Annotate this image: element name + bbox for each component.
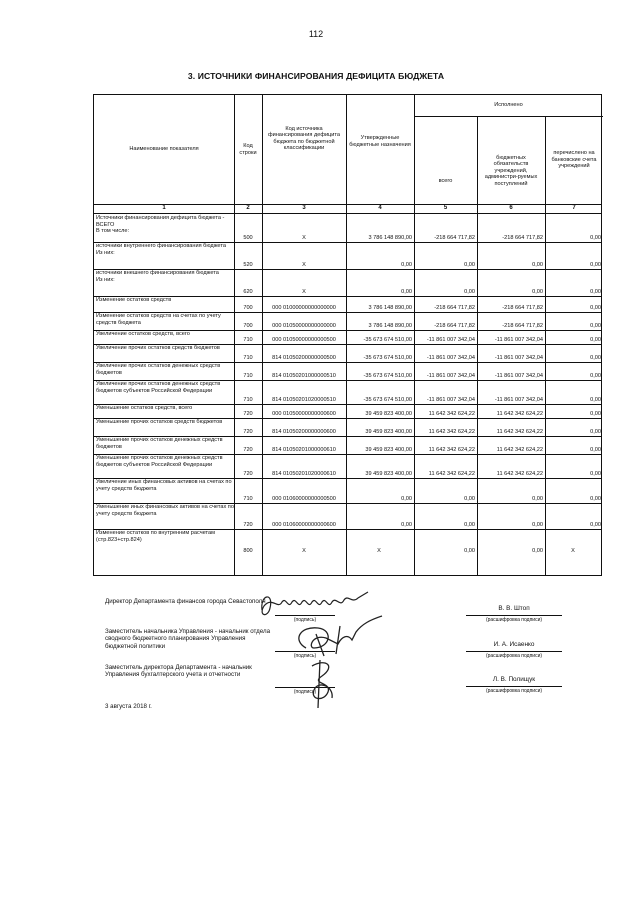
name-caption: (расшифровка подписи) — [485, 688, 543, 694]
row-executed-bank: 0,00 — [590, 288, 601, 295]
row-executed-bank: 0,00 — [590, 521, 601, 528]
row-code: 720 — [243, 521, 253, 528]
row-executed-budget: 0,00 — [532, 261, 543, 268]
row-source-code: 814 01050200000000500 — [272, 354, 336, 361]
row-code: 710 — [243, 354, 253, 361]
row-executed-bank: 0,00 — [590, 234, 601, 241]
row-executed-total: 0,00 — [464, 521, 475, 528]
row-name: Увеличение прочих остатков средств бюджетов — [96, 345, 220, 351]
row-code: 720 — [243, 410, 253, 417]
header-kbk: Код источника финансирования дефицита бюджета по бюджетной классификации — [267, 125, 341, 151]
row-executed-bank: 0,00 — [590, 372, 601, 379]
row-name: источники внутреннего финансирования бюджета Из них: — [96, 243, 226, 256]
row-name: Изменение остатков средств на счетах по учету средств бюджета — [96, 313, 221, 326]
row-source-code: 814 01050201020000510 — [272, 396, 336, 403]
signatory-name: В. В. Штоп — [498, 605, 530, 612]
row-code: 520 — [243, 261, 253, 268]
column-number: 2 — [246, 205, 250, 211]
row-executed-budget: 11 642 342 624,22 — [496, 410, 543, 417]
row-executed-total: 11 642 342 624,22 — [428, 428, 475, 435]
row-executed-budget: 0,00 — [532, 521, 543, 528]
row-executed-budget: -218 664 717,82 — [502, 234, 543, 241]
row-source-code: 814 01050201020000610 — [272, 470, 336, 477]
row-executed-bank: 0,00 — [590, 428, 601, 435]
row-approved: 0,00 — [401, 495, 412, 502]
row-executed-total: -11 861 007 342,04 — [426, 354, 475, 361]
row-source-code: X — [302, 547, 306, 554]
row-approved: -35 673 674 510,00 — [363, 336, 412, 343]
row-executed-total: -11 861 007 342,04 — [426, 396, 475, 403]
row-source-code: 000 01060000000000500 — [272, 495, 336, 502]
header-name: Наименование показателя — [129, 146, 199, 153]
row-code: 710 — [243, 336, 253, 343]
row-code: 800 — [243, 547, 253, 554]
row-executed-bank: X — [571, 547, 575, 554]
row-approved: 3 786 148 890,00 — [368, 322, 412, 329]
column-number: 3 — [302, 205, 306, 211]
row-executed-total: 0,00 — [464, 495, 475, 502]
row-source-code: X — [302, 234, 306, 241]
row-executed-total: 0,00 — [464, 547, 475, 554]
page-number: 112 — [308, 29, 324, 39]
column-number: 5 — [443, 205, 448, 211]
column-number: 4 — [378, 205, 382, 211]
row-executed-total: 11 642 342 624,22 — [428, 410, 475, 417]
signature-caption: (подпись) — [293, 617, 317, 623]
name-caption: (расшифровка подписи) — [485, 617, 543, 623]
row-executed-total: 11 642 342 624,22 — [428, 446, 475, 453]
signature-line — [466, 686, 562, 687]
row-approved: 39 459 823 400,00 — [365, 446, 412, 453]
row-code: 710 — [243, 495, 253, 502]
column-number: 7 — [572, 205, 576, 211]
row-source-code: 000 01050000000000500 — [272, 336, 336, 343]
row-executed-budget: 11 642 342 624,22 — [496, 428, 543, 435]
row-source-code: 814 01050200000000600 — [272, 428, 336, 435]
signature-scribble-2 — [286, 614, 386, 662]
column-number: 6 — [509, 205, 513, 211]
row-name: Уменьшение прочих остатков денежных средств бюджетов субъектов Российской Федерации — [96, 455, 223, 468]
row-executed-budget: -11 861 007 342,04 — [494, 396, 543, 403]
row-code: 700 — [243, 304, 253, 311]
row-code: 720 — [243, 470, 253, 477]
row-approved: -35 673 674 510,00 — [363, 354, 412, 361]
row-source-code: 000 01050000000000600 — [272, 410, 336, 417]
row-executed-total: -11 861 007 342,04 — [426, 336, 475, 343]
row-executed-bank: 0,00 — [590, 495, 601, 502]
row-source-code: 814 01050201000000510 — [272, 372, 336, 379]
row-executed-bank: 0,00 — [590, 336, 601, 343]
row-name: Уменьшение остатков средств, всего — [96, 405, 193, 411]
signatory-name: И. А. Исаенко — [493, 641, 535, 648]
row-approved: 3 786 148 890,00 — [368, 234, 412, 241]
row-executed-budget: -11 861 007 342,04 — [494, 354, 543, 361]
header-executed: Исполнено — [494, 102, 523, 109]
row-source-code: X — [302, 288, 306, 295]
signature-scribble-3 — [292, 656, 352, 712]
row-executed-bank: 0,00 — [590, 470, 601, 477]
row-executed-bank: 0,00 — [590, 410, 601, 417]
row-code: 710 — [243, 372, 253, 379]
row-executed-budget: -11 861 007 342,04 — [494, 336, 543, 343]
column-number: 1 — [162, 205, 166, 211]
row-approved: X — [377, 547, 381, 554]
row-executed-bank: 0,00 — [590, 396, 601, 403]
row-executed-bank: 0,00 — [590, 354, 601, 361]
row-source-code: X — [302, 261, 306, 268]
signature-role: Заместитель начальника Управления - начальник отдела сводного бюджетного планирования Управления бюджетной политики — [105, 628, 271, 650]
header-budget-institutions: бюджетных обязательств учреждений, администри-руемых поступлений — [484, 154, 538, 187]
row-executed-total: -11 861 007 342,04 — [426, 372, 475, 379]
row-executed-budget: 11 642 342 624,22 — [496, 470, 543, 477]
row-approved: 3 786 148 890,00 — [368, 304, 412, 311]
row-executed-total: -218 664 717,82 — [434, 234, 475, 241]
row-executed-budget: 0,00 — [532, 547, 543, 554]
row-executed-bank: 0,00 — [590, 304, 601, 311]
row-executed-bank: 0,00 — [590, 261, 601, 268]
row-approved: 0,00 — [401, 261, 412, 268]
row-approved: 39 459 823 400,00 — [365, 410, 412, 417]
row-name: Уменьшение прочих остатков денежных средств бюджетов — [96, 437, 223, 450]
signature-line — [466, 651, 562, 652]
row-executed-budget: 0,00 — [532, 288, 543, 295]
row-name: Источники финансирования дефицита бюджета - ВСЕГО В том числе: — [96, 215, 225, 234]
signature-role: Заместитель директора Департамента - начальник Управления бухгалтерского учета и отчетности — [105, 664, 252, 679]
signature-line — [466, 615, 562, 616]
document-title: 3. ИСТОЧНИКИ ФИНАНСИРОВАНИЯ ДЕФИЦИТА БЮДЖЕТА — [187, 71, 445, 81]
row-approved: 39 459 823 400,00 — [365, 470, 412, 477]
row-executed-total: 11 642 342 624,22 — [428, 470, 475, 477]
row-name: Уменьшение прочих остатков средств бюджетов — [96, 419, 223, 425]
row-code: 720 — [243, 428, 253, 435]
row-name: Увеличение остатков средств, всего — [96, 331, 190, 337]
header-bank-accounts: перечислено на банковские счета учреждений — [551, 150, 597, 170]
row-approved: -35 673 674 510,00 — [363, 372, 412, 379]
row-approved: 0,00 — [401, 521, 412, 528]
row-approved: 39 459 823 400,00 — [365, 428, 412, 435]
row-code: 700 — [243, 322, 253, 329]
document-date: 3 августа 2018 г. — [105, 703, 152, 710]
row-code: 710 — [243, 396, 253, 403]
row-name: Изменение остатков средств — [96, 297, 172, 303]
header-total: всего — [438, 177, 453, 184]
row-code: 720 — [243, 446, 253, 453]
row-executed-budget: 0,00 — [532, 495, 543, 502]
row-name: Увеличение иных финансовых активов на счетах по учету средств бюджета — [96, 479, 232, 492]
row-executed-bank: 0,00 — [590, 322, 601, 329]
row-executed-budget: -11 861 007 342,04 — [494, 372, 543, 379]
row-source-code: 000 01000000000000000 — [272, 304, 336, 311]
row-executed-bank: 0,00 — [590, 446, 601, 453]
row-name: Уменьшение иных финансовых активов на счетах по учету средств бюджета — [96, 504, 234, 517]
row-executed-total: -218 664 717,82 — [434, 304, 475, 311]
signature-role: Директор Департамента финансов города Севастополя — [105, 598, 266, 605]
row-code: 500 — [243, 234, 253, 241]
row-executed-budget: 11 642 342 624,22 — [496, 446, 543, 453]
row-executed-total: 0,00 — [464, 261, 475, 268]
header-approved: Утвержденные бюджетные назначения — [349, 135, 411, 148]
financing-sources-table — [93, 94, 602, 576]
row-executed-budget: -218 664 717,82 — [502, 304, 543, 311]
row-name: Увеличение прочих остатков денежных средств бюджетов субъектов Российской Федерации — [96, 381, 221, 394]
signature-caption: (подпись) — [293, 653, 317, 659]
row-executed-total: -218 664 717,82 — [434, 322, 475, 329]
row-executed-total: 0,00 — [464, 288, 475, 295]
signature-caption: (подпись) — [293, 689, 317, 695]
name-caption: (расшифровка подписи) — [485, 653, 543, 659]
row-source-code: 814 01050201000000610 — [272, 446, 336, 453]
row-code: 620 — [243, 288, 253, 295]
signatory-name: Л. В. Полищук — [492, 676, 536, 683]
row-name: Увеличение прочих остатков денежных средств бюджетов — [96, 363, 221, 376]
row-approved: 0,00 — [401, 288, 412, 295]
row-source-code: 000 01050000000000000 — [272, 322, 336, 329]
row-name: источники внешнего финансирования бюджета Из них: — [96, 270, 219, 283]
row-approved: -35 673 674 510,00 — [363, 396, 412, 403]
row-source-code: 000 01060000000000600 — [272, 521, 336, 528]
header-code: Код строки — [239, 143, 257, 156]
row-executed-budget: -218 664 717,82 — [502, 322, 543, 329]
row-name: Изменение остатков по внутренним расчетам (стр.823+стр.824) — [96, 530, 216, 543]
